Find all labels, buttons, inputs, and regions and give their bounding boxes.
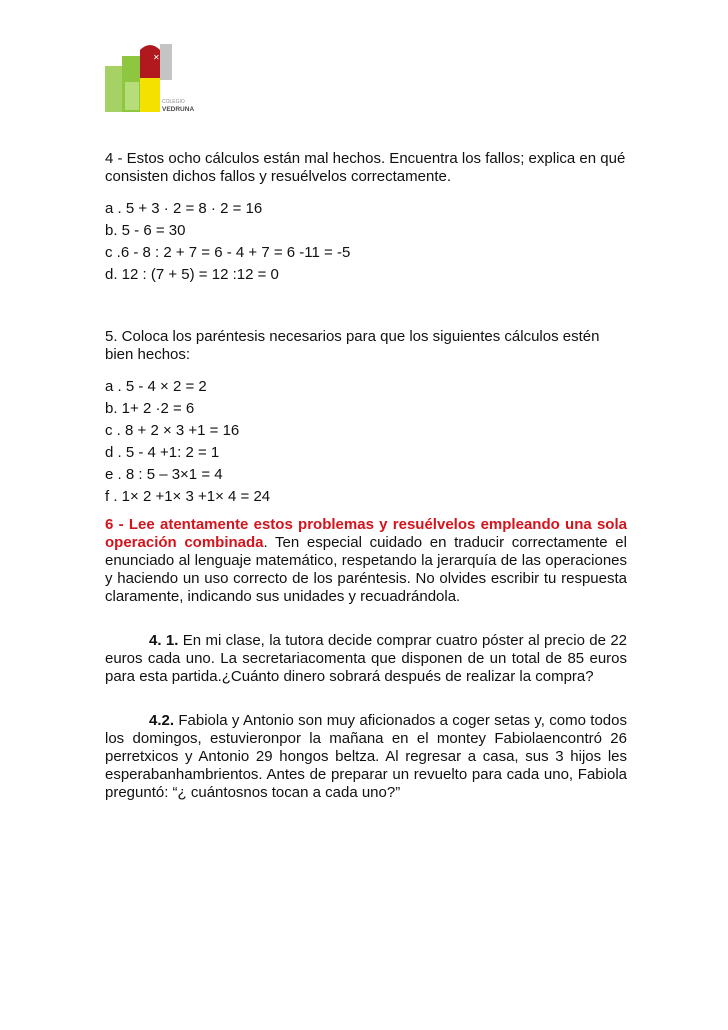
q4-item: c .6 - 8 : 2 + 7 = 6 - 4 + 7 = 6 -11 = -5 [105,244,351,261]
worksheet [105,150,627,802]
problem-4-1-text: En mi clase, la tutora decide comprar cuatro póster al precio de 22 euros cada uno. La secretariacomenta que disponen de un total de 85 euros para esta partida.¿Cuánto dinero sobrará después de realizar la compra? [105,632,628,685]
q5-item: d . 5 - 4 +1: 2 = 1 [105,444,220,461]
q6-highlight: Lee atentamente estos problemas y resuélvelos empleando una sola operación combinada [105,516,627,551]
q5-item: f . 1× 2 +1× 3 +1× 4 = 24 [105,488,271,505]
problem-4-1 [105,632,627,686]
problem-4-2-label: 4.2. [149,712,175,729]
q5-heading: 5. Coloca los paréntesis necesarios para que los siguientes cálculos estén bien hechos: [105,328,600,363]
q4-item: b. 5 - 6 = 30 [105,222,186,239]
q5-item: a . 5 - 4 × 2 = 2 [105,378,207,395]
school-logo [105,42,201,118]
q5-item: c . 8 + 2 × 3 +1 = 16 [105,422,240,439]
q4-item: d. 12 : (7 + 5) = 12 :12 = 0 [105,266,279,283]
q5-item: b. 1+ 2 ·2 = 6 [105,400,195,417]
problem-4-2 [105,712,627,802]
logo-text-vedruna: VEDRUNA [162,106,195,113]
q5-item: e . 8 : 5 – 3×1 = 4 [105,466,223,483]
svg-text:✕: ✕ [153,53,160,62]
q6-number: 6 - [105,516,129,533]
problem-4-1-label: 4. 1. [149,632,179,649]
problem-4-2-text: Fabiola y Antonio son muy aficionados a coger setas y, como todos los domingos, estuvieronpor la mañana en el montey Fabiolaencontró 26 perretxicos y Antonio 29 hongos beltza. Al regresar a casa, sus 3 hijos les esperabanhambrientos. Antes de preparar un revuelto para cada uno, Fabiola preguntó: “¿ cuántosnos tocan a cada uno?” [105,712,627,801]
q4-heading: 4 - Estos ocho cálculos están mal hechos. Encuentra los fallos; explica en qué consisten dichos fallos y resuélvelos correctamente. [105,150,626,185]
q6-paragraph [105,516,627,606]
logo-text-colegio: COLEGIO [162,99,185,105]
q4-item: a . 5 + 3 · 2 = 8 · 2 = 16 [105,200,263,217]
q6-text: . Ten especial cuidado en traducir correctamente el enunciado al lenguaje matemático, respetando la jerarquía de las operaciones y haciendo un uso correcto de los paréntesis. No olvides escribir tu respuesta claramente, indicando sus unidades y recuadrándola. [105,534,627,605]
